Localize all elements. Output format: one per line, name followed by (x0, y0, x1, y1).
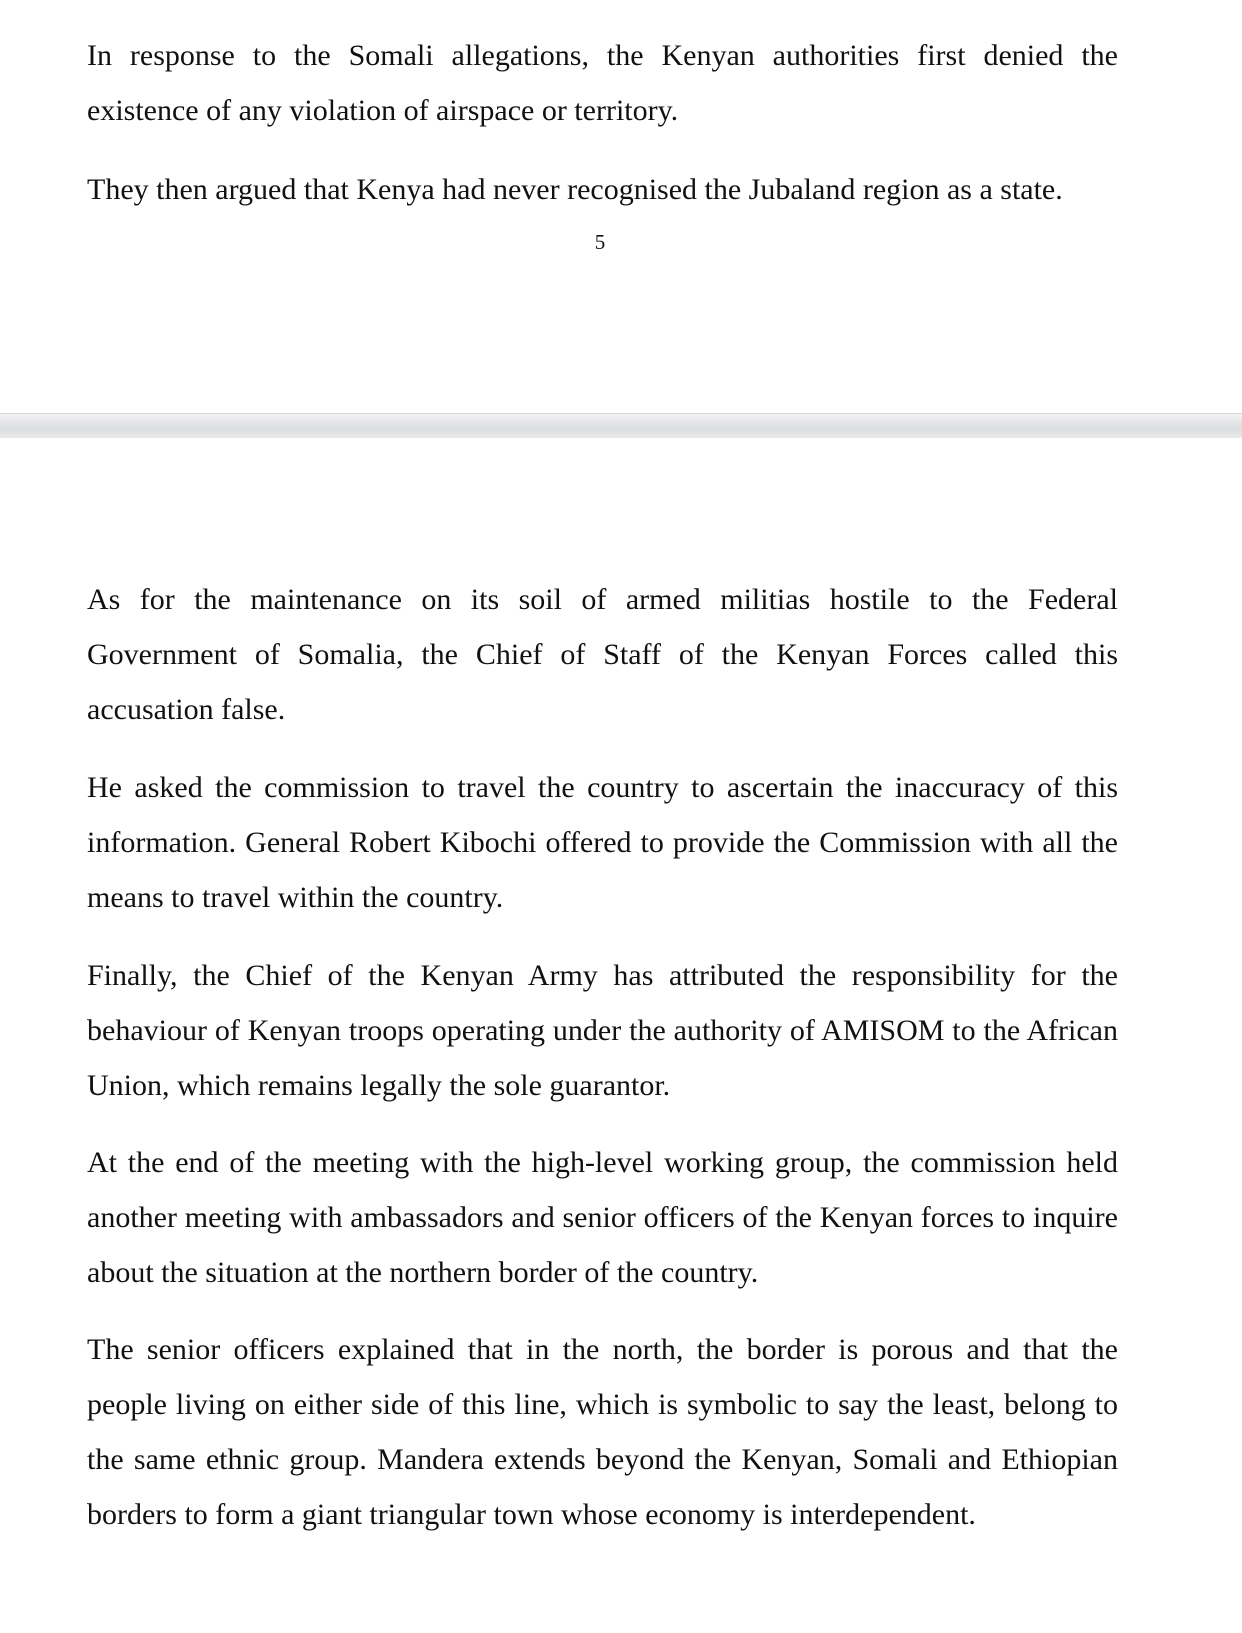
paragraph-amisom-responsibility: Finally, the Chief of the Kenyan Army has attributed the responsibility for the behaviour of Kenyan troops operating under the authority of AMISOM to the African Union, which remains legally the sole guarantor. (87, 959, 1118, 1102)
paragraph-somali-allegations-response: In response to the Somali allegations, the Kenyan authorities first denied the existence of any violation of airspace or territory. (87, 39, 1118, 127)
paragraph-commission-travel: He asked the commission to travel the country to ascertain the inaccuracy of this information. General Robert Kibochi offered to provide the Commission with all the means to travel within the country. (87, 771, 1118, 914)
paragraph-mandera-border: The senior officers explained that in the north, the border is porous and that the people living on either side of this line, which is symbolic to say the least, belong to the same ethnic group. Mandera extends beyond the Kenyan, Somali and Ethiopian borders to form a giant triangular town whose economy is interdependent. (87, 1333, 1118, 1531)
paragraph-jubaland-recognition: They then argued that Kenya had never recognised the Jubaland region as a state. (87, 173, 1063, 206)
document-page-bottom (0, 438, 1242, 1633)
page-number: 5 (594, 230, 606, 254)
page-separator (0, 413, 1242, 440)
paragraph-northern-border-meeting: At the end of the meeting with the high-level working group, the commission held another meeting with ambassadors and senior officers of the Kenyan forces to inquire about the situation at the northern border of the country. (87, 1146, 1118, 1289)
document-page-top (0, 0, 1242, 413)
paragraph-armed-militias: As for the maintenance on its soil of armed militias hostile to the Federal Government of Somalia, the Chief of Staff of the Kenyan Forces called this accusation false. (87, 583, 1118, 726)
